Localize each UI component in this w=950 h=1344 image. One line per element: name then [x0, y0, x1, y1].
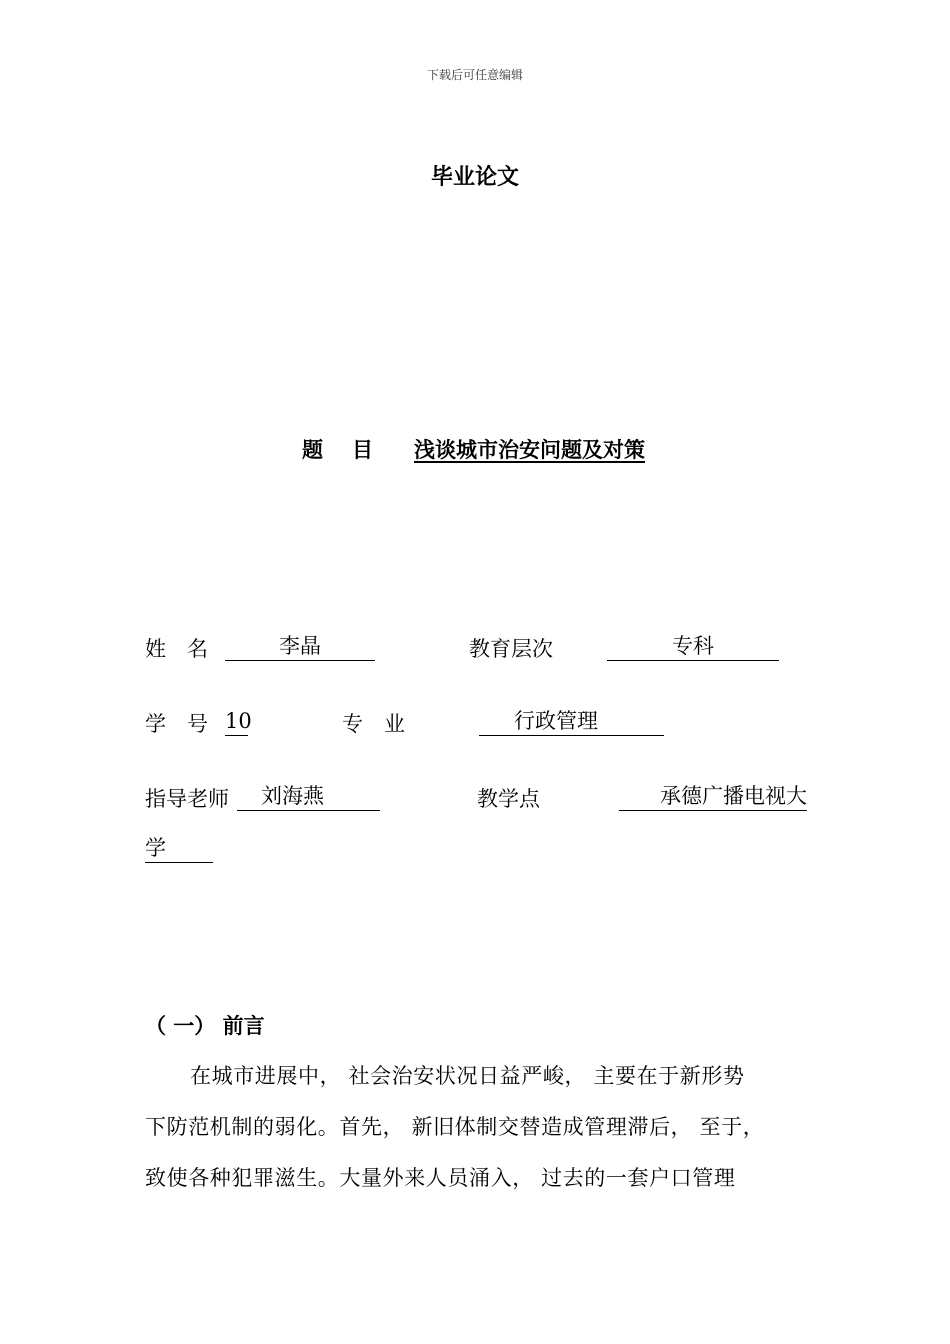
section-heading-preface: （ 一） 前言 [145, 1014, 265, 1038]
education-level-value: 专科 [607, 632, 779, 661]
paragraph-line: 致使各种犯罪滋生。大量外来人员涌入， 过去的一套户口管理 [145, 1166, 736, 1190]
thesis-title-value: 浅谈城市治安问题及对策 [414, 438, 645, 462]
advisor-value: 刘海燕 [237, 782, 380, 811]
advisor-label: 指导老师 [145, 787, 229, 811]
name-value: 李晶 [225, 632, 375, 661]
paragraph-line: 下防范机制的弱化。首先， 新旧体制交替造成管理滞后， 至于， [145, 1115, 765, 1139]
education-level-label: 教育层次 [469, 637, 553, 661]
paragraph-line: 在城市进展中， 社会治安状况日益严峻， 主要在于新形势 [190, 1064, 745, 1088]
campus-value-line1: 承德广播电视大 [619, 782, 807, 811]
thesis-title-row [302, 434, 647, 464]
campus-label: 教学点 [477, 787, 540, 811]
thesis-title-label: 题目 [302, 438, 402, 462]
major-label: 专 业 [342, 712, 405, 736]
student-id-value: 10 [225, 707, 248, 736]
campus-value-line2: 学 [145, 834, 213, 863]
name-label: 姓 名 [145, 637, 208, 661]
student-id-label: 学 号 [145, 712, 208, 736]
page-header-note: 下载后可任意编辑 [426, 68, 523, 82]
document-type-heading: 毕业论文 [430, 165, 519, 190]
major-value: 行政管理 [479, 707, 664, 736]
